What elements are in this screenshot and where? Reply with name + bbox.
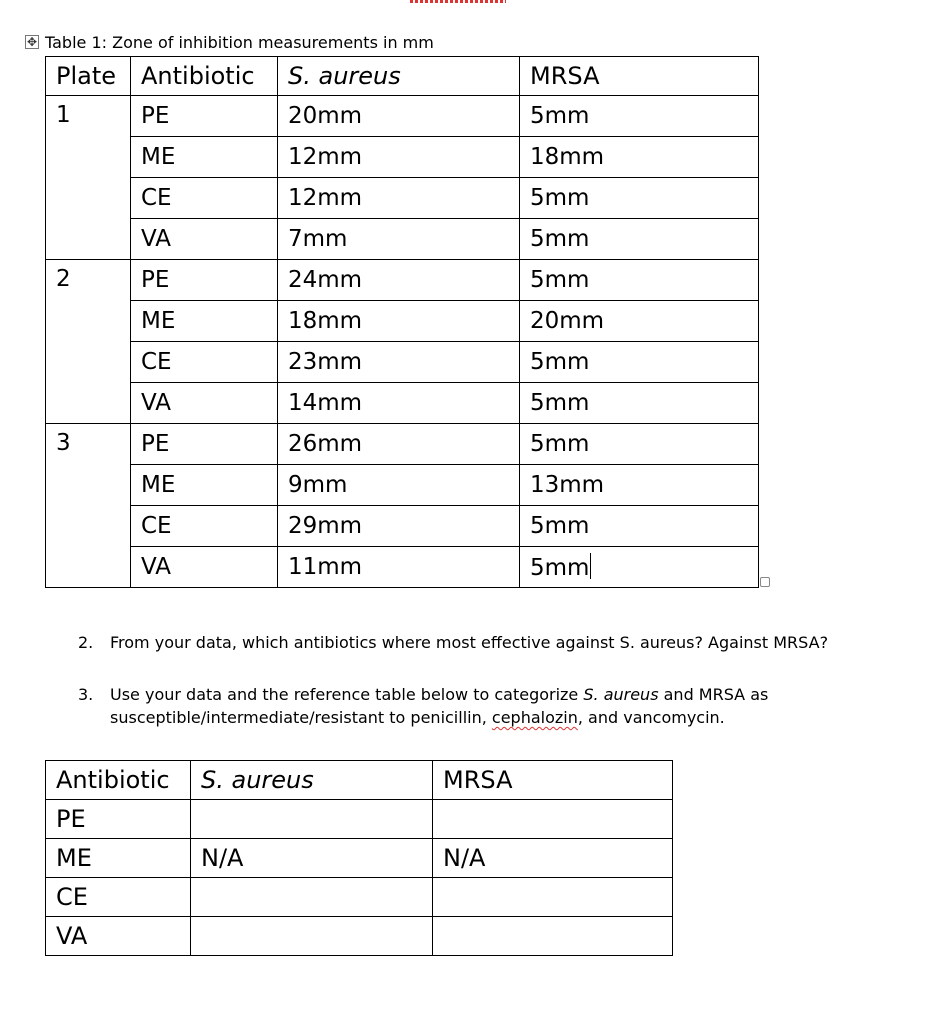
- table-row: [46, 465, 759, 506]
- text-run-italic: S. aureus: [583, 685, 659, 704]
- header-plate[interactable]: Plate: [46, 57, 131, 96]
- text-cursor: [590, 553, 591, 579]
- antibiotic-cell[interactable]: ME: [131, 465, 278, 506]
- mrsa-cell[interactable]: N/A: [433, 839, 673, 878]
- mrsa-cell[interactable]: 5mm: [520, 178, 759, 219]
- plate-cell[interactable]: 1: [46, 96, 131, 260]
- header-mrsa[interactable]: MRSA: [433, 761, 673, 800]
- s-aureus-cell[interactable]: 29mm: [278, 506, 520, 547]
- reference-table[interactable]: [45, 760, 673, 956]
- header-s-aureus[interactable]: S. aureus: [278, 57, 520, 96]
- s-aureus-cell[interactable]: 14mm: [278, 383, 520, 424]
- text-run: , and vancomycin.: [577, 708, 725, 727]
- mrsa-cell[interactable]: 5mm: [520, 424, 759, 465]
- question-text-line-1: [110, 683, 768, 706]
- table-row: [46, 137, 759, 178]
- plate-cell[interactable]: 2: [46, 260, 131, 424]
- header-mrsa[interactable]: MRSA: [520, 57, 759, 96]
- table-row: [46, 383, 759, 424]
- antibiotic-cell[interactable]: CE: [131, 178, 278, 219]
- mrsa-cell[interactable]: 5mm: [520, 342, 759, 383]
- s-aureus-cell[interactable]: [191, 800, 433, 839]
- s-aureus-cell[interactable]: [191, 878, 433, 917]
- plate-cell[interactable]: 3: [46, 424, 131, 588]
- table-row: [46, 301, 759, 342]
- mrsa-cell[interactable]: 5mm: [520, 219, 759, 260]
- antibiotic-cell[interactable]: CE: [131, 342, 278, 383]
- mrsa-cell[interactable]: 5mm: [520, 383, 759, 424]
- table-row: [46, 506, 759, 547]
- s-aureus-cell[interactable]: N/A: [191, 839, 433, 878]
- text-run: Use your data and the reference table below to categorize: [110, 685, 584, 704]
- s-aureus-cell[interactable]: [191, 917, 433, 956]
- table-row: [46, 878, 673, 917]
- table-row: [46, 800, 673, 839]
- misspelled-word[interactable]: cephalozin: [491, 708, 578, 727]
- mrsa-cell[interactable]: 5mm: [520, 506, 759, 547]
- antibiotic-cell[interactable]: PE: [46, 800, 191, 839]
- mrsa-cell-text: 5mm: [530, 555, 590, 581]
- question-number: 2.: [78, 633, 94, 652]
- antibiotic-cell[interactable]: VA: [46, 917, 191, 956]
- question-text: From your data, which antibiotics where most effective against S. aureus? Against MRSA?: [110, 633, 829, 652]
- table-row: [46, 178, 759, 219]
- antibiotic-cell[interactable]: VA: [131, 219, 278, 260]
- spellcheck-underline: [410, 0, 506, 3]
- antibiotic-cell[interactable]: VA: [131, 547, 278, 588]
- s-aureus-cell[interactable]: 23mm: [278, 342, 520, 383]
- s-aureus-cell[interactable]: 12mm: [278, 137, 520, 178]
- table-caption: Table 1: Zone of inhibition measurements in mm: [45, 33, 434, 52]
- s-aureus-cell[interactable]: 26mm: [278, 424, 520, 465]
- mrsa-cell[interactable]: [433, 917, 673, 956]
- antibiotic-cell[interactable]: ME: [46, 839, 191, 878]
- s-aureus-cell[interactable]: 12mm: [278, 178, 520, 219]
- mrsa-cell[interactable]: 18mm: [520, 137, 759, 178]
- table-header-row: [46, 761, 673, 800]
- antibiotic-cell[interactable]: PE: [131, 96, 278, 137]
- antibiotic-cell[interactable]: VA: [131, 383, 278, 424]
- question-number: 3.: [78, 685, 94, 704]
- antibiotic-cell[interactable]: CE: [131, 506, 278, 547]
- mrsa-cell[interactable]: [433, 800, 673, 839]
- header-antibiotic[interactable]: Antibiotic: [46, 761, 191, 800]
- mrsa-cell[interactable]: [433, 878, 673, 917]
- table-row: [46, 260, 759, 301]
- s-aureus-cell[interactable]: 7mm: [278, 219, 520, 260]
- s-aureus-cell[interactable]: 24mm: [278, 260, 520, 301]
- table-row: [46, 96, 759, 137]
- mrsa-cell-active[interactable]: [520, 547, 759, 588]
- question-text-line-2: [110, 706, 725, 729]
- mrsa-cell[interactable]: 5mm: [520, 96, 759, 137]
- antibiotic-cell[interactable]: CE: [46, 878, 191, 917]
- text-run: susceptible/intermediate/resistant to penicillin,: [110, 708, 492, 727]
- table-row: [46, 917, 673, 956]
- s-aureus-cell[interactable]: 9mm: [278, 465, 520, 506]
- header-antibiotic[interactable]: Antibiotic: [131, 57, 278, 96]
- table-row: [46, 342, 759, 383]
- antibiotic-cell[interactable]: PE: [131, 260, 278, 301]
- table-row: [46, 424, 759, 465]
- table-row: [46, 839, 673, 878]
- s-aureus-cell[interactable]: 11mm: [278, 547, 520, 588]
- antibiotic-cell[interactable]: PE: [131, 424, 278, 465]
- antibiotic-cell[interactable]: ME: [131, 301, 278, 342]
- table-row: [46, 219, 759, 260]
- table-move-handle-icon[interactable]: ✥: [26, 35, 38, 49]
- table-resize-handle[interactable]: [760, 577, 770, 587]
- s-aureus-cell[interactable]: 18mm: [278, 301, 520, 342]
- mrsa-cell[interactable]: 20mm: [520, 301, 759, 342]
- mrsa-cell[interactable]: 5mm: [520, 260, 759, 301]
- table-row: [46, 547, 759, 588]
- table-header-row: [46, 57, 759, 96]
- text-run: and MRSA as: [658, 685, 769, 704]
- s-aureus-cell[interactable]: 20mm: [278, 96, 520, 137]
- zone-of-inhibition-table[interactable]: [45, 56, 759, 588]
- header-s-aureus[interactable]: S. aureus: [191, 761, 433, 800]
- antibiotic-cell[interactable]: ME: [131, 137, 278, 178]
- mrsa-cell[interactable]: 13mm: [520, 465, 759, 506]
